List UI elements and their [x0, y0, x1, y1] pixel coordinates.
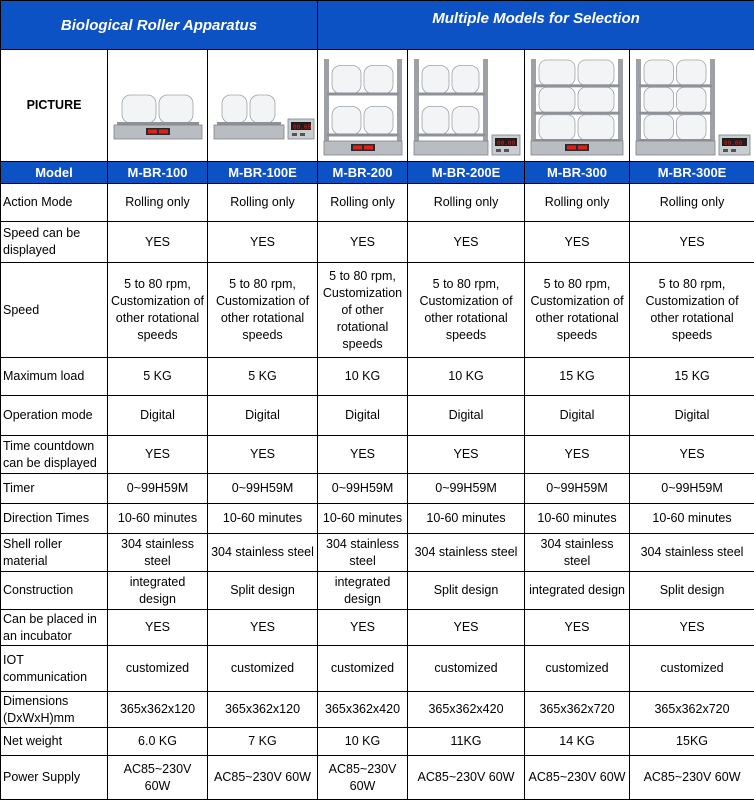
- controller-button: [292, 133, 297, 136]
- roller-shelf: [327, 133, 399, 136]
- row-label: Operation mode: [1, 396, 108, 436]
- spec-value: YES: [630, 610, 754, 646]
- roller-bottle: [644, 60, 674, 85]
- base-housing: [636, 141, 715, 155]
- row-label: Net weight: [1, 728, 108, 756]
- spec-value: YES: [408, 436, 525, 474]
- roller-bottle: [122, 95, 156, 123]
- row-label: Maximum load: [1, 358, 108, 396]
- spec-value: 5 KG: [108, 358, 208, 396]
- row-action-mode: [1, 184, 754, 222]
- roller-apparatus-image: [527, 53, 627, 159]
- spec-rows: [1, 184, 754, 800]
- roller-bottle: [422, 106, 449, 134]
- roller-bottle: [159, 95, 193, 123]
- roller-bottle: [578, 87, 614, 112]
- product-image-m-br-200: [318, 50, 408, 162]
- spec-value: AC85~230V 60W: [525, 756, 630, 800]
- spec-value: 5 to 80 rpm, Customization of other rotational speeds: [318, 263, 408, 358]
- spec-value: YES: [525, 222, 630, 263]
- spec-value: YES: [408, 610, 525, 646]
- roller-bottle: [539, 114, 575, 139]
- spec-value: 365x362x720: [630, 692, 754, 728]
- roller-apparatus-image: [632, 53, 752, 159]
- roller-bottle: [539, 87, 575, 112]
- frame-post: [324, 59, 329, 141]
- spec-value: Split design: [408, 572, 525, 610]
- row-timer: [1, 474, 754, 504]
- spec-value: 304 stainless steel: [318, 534, 408, 572]
- roller-bottle: [452, 106, 479, 134]
- spec-value: Rolling only: [208, 184, 318, 222]
- spec-value: 10 KG: [408, 358, 525, 396]
- spec-value: 0~99H59M: [630, 474, 754, 504]
- roller-bottle: [364, 65, 393, 93]
- product-image-m-br-300: [525, 50, 630, 162]
- row-label: Direction Times: [1, 504, 108, 534]
- spec-value: 10 KG: [318, 358, 408, 396]
- spec-value: 5 KG: [208, 358, 318, 396]
- spec-value: YES: [318, 610, 408, 646]
- model-name: M-BR-100: [108, 162, 208, 184]
- row-label: Can be placed in an incubator: [1, 610, 108, 646]
- spec-value: 304 stainless steel: [630, 534, 754, 572]
- row-label: Action Mode: [1, 184, 108, 222]
- spec-value: 10-60 minutes: [408, 504, 525, 534]
- roller-shelf: [534, 111, 620, 114]
- roller-bottle: [222, 95, 247, 123]
- frame-post: [710, 59, 715, 141]
- model-name: M-BR-300E: [630, 162, 754, 184]
- picture-row: [1, 50, 754, 162]
- spec-value: customized: [408, 646, 525, 692]
- spec-value: 10-60 minutes: [108, 504, 208, 534]
- spec-value: customized: [318, 646, 408, 692]
- roller-bottle: [644, 87, 674, 112]
- spec-value: 304 stainless steel: [208, 534, 318, 572]
- spec-value: 365x362x420: [408, 692, 525, 728]
- frame-post: [618, 59, 623, 141]
- roller-shelf: [534, 84, 620, 87]
- roller-shelf: [417, 92, 485, 95]
- spec-value: 10-60 minutes: [208, 504, 318, 534]
- roller-bottle: [332, 65, 361, 93]
- row-label: IOT communication: [1, 646, 108, 692]
- spec-value: Digital: [408, 396, 525, 436]
- roller-shelf: [639, 111, 712, 114]
- digital-display: [567, 145, 576, 149]
- spec-value: 5 to 80 rpm, Customization of other rotational speeds: [630, 263, 754, 358]
- row-label: Timer: [1, 474, 108, 504]
- spec-value: 10 KG: [318, 728, 408, 756]
- spec-value: 0~99H59M: [408, 474, 525, 504]
- spec-value: Rolling only: [408, 184, 525, 222]
- spec-value: 10-60 minutes: [630, 504, 754, 534]
- display-reading: 00.00: [497, 140, 515, 147]
- model-label: Model: [1, 162, 108, 184]
- digital-display: [148, 129, 157, 133]
- roller-bottle: [677, 114, 707, 139]
- row-incubator: [1, 610, 754, 646]
- spec-value: 15 KG: [525, 358, 630, 396]
- base-housing: [214, 125, 284, 139]
- roller-bottle: [332, 106, 361, 134]
- roller-bottle: [422, 65, 449, 93]
- spec-value: AC85~230V 60W: [408, 756, 525, 800]
- controller-button: [496, 149, 501, 152]
- controller-button: [723, 149, 728, 152]
- roller-bottle: [677, 60, 707, 85]
- spec-value: YES: [318, 436, 408, 474]
- spec-value: Digital: [108, 396, 208, 436]
- model-row: [1, 162, 754, 184]
- spec-value: AC85~230V 60W: [630, 756, 754, 800]
- spec-value: customized: [630, 646, 754, 692]
- spec-value: Digital: [525, 396, 630, 436]
- spec-value: 6.0 KG: [108, 728, 208, 756]
- roller-bottle: [578, 60, 614, 85]
- row-construction: [1, 572, 754, 610]
- roller-bottle: [578, 114, 614, 139]
- roller-apparatus-image: [410, 53, 522, 159]
- row-net-weight: [1, 728, 754, 756]
- spec-value: YES: [525, 436, 630, 474]
- spec-value: 365x362x720: [525, 692, 630, 728]
- spec-value: 7 KG: [208, 728, 318, 756]
- roller-bottle: [364, 106, 393, 134]
- digital-display: [578, 145, 587, 149]
- spec-value: 5 to 80 rpm, Customization of other rotational speeds: [408, 263, 525, 358]
- row-maximum-load: [1, 358, 754, 396]
- controller-button: [504, 149, 509, 152]
- roller-bottle: [677, 87, 707, 112]
- frame-post: [531, 59, 536, 141]
- row-label: Time countdown can be displayed: [1, 436, 108, 474]
- row-direction-times: [1, 504, 754, 534]
- controller-button: [731, 149, 736, 152]
- spec-value: 0~99H59M: [208, 474, 318, 504]
- display-reading: 00.00: [293, 124, 311, 131]
- row-shell-roller-material: [1, 534, 754, 572]
- spec-value: Split design: [208, 572, 318, 610]
- right-title: Multiple Models for Selection: [318, 1, 754, 50]
- spec-value: Digital: [318, 396, 408, 436]
- roller-shelf: [417, 133, 485, 136]
- spec-value: AC85~230V 60W: [108, 756, 208, 800]
- spec-value: YES: [318, 222, 408, 263]
- spec-value: AC85~230V 60W: [208, 756, 318, 800]
- spec-value: 304 stainless steel: [408, 534, 525, 572]
- spec-value: 11KG: [408, 728, 525, 756]
- roller-shelf: [117, 122, 199, 125]
- spec-value: Rolling only: [318, 184, 408, 222]
- product-image-m-br-100: [108, 50, 208, 162]
- spec-value: YES: [630, 436, 754, 474]
- spec-value: Rolling only: [630, 184, 754, 222]
- left-title: Biological Roller Apparatus: [1, 1, 318, 50]
- digital-display: [353, 145, 362, 149]
- spec-value: YES: [408, 222, 525, 263]
- controller-button: [300, 133, 305, 136]
- spec-value: Digital: [208, 396, 318, 436]
- spec-value: Rolling only: [108, 184, 208, 222]
- spec-value: 5 to 80 rpm, Customization of other rotational speeds: [108, 263, 208, 358]
- frame-post: [414, 59, 419, 141]
- product-image-m-br-200e: [408, 50, 525, 162]
- row-dimensions: [1, 692, 754, 728]
- spec-value: 15 KG: [630, 358, 754, 396]
- spec-value: AC85~230V 60W: [318, 756, 408, 800]
- row-label: Dimensions (DxWxH)mm: [1, 692, 108, 728]
- spec-value: YES: [630, 222, 754, 263]
- roller-shelf: [217, 122, 281, 125]
- spec-value: YES: [208, 610, 318, 646]
- spec-value: Rolling only: [525, 184, 630, 222]
- row-speed-displayed: [1, 222, 754, 263]
- base-housing: [414, 141, 488, 155]
- spec-value: integrated design: [108, 572, 208, 610]
- display-reading: 00.00: [724, 140, 742, 147]
- row-operation-mode: [1, 396, 754, 436]
- spec-value: 10-60 minutes: [525, 504, 630, 534]
- frame-post: [483, 59, 488, 141]
- spec-value: 304 stainless steel: [108, 534, 208, 572]
- roller-bottle: [644, 114, 674, 139]
- spec-value: 0~99H59M: [108, 474, 208, 504]
- spec-value: 365x362x120: [208, 692, 318, 728]
- row-iot-communication: [1, 646, 754, 692]
- roller-apparatus-image: [210, 53, 316, 159]
- spec-value: customized: [525, 646, 630, 692]
- row-power-supply: [1, 756, 754, 800]
- roller-apparatus-image: [110, 53, 206, 159]
- spec-value: 14 KG: [525, 728, 630, 756]
- frame-post: [397, 59, 402, 141]
- roller-bottle: [452, 65, 479, 93]
- row-label: Shell roller material: [1, 534, 108, 572]
- spec-value: YES: [108, 610, 208, 646]
- spec-value: Split design: [630, 572, 754, 610]
- spec-value: 365x362x120: [108, 692, 208, 728]
- spec-value: 365x362x420: [318, 692, 408, 728]
- row-label: Construction: [1, 572, 108, 610]
- spec-value: 5 to 80 rpm, Customization of other rotational speeds: [525, 263, 630, 358]
- spec-value: integrated design: [318, 572, 408, 610]
- spec-value: YES: [208, 436, 318, 474]
- roller-shelf: [327, 92, 399, 95]
- roller-apparatus-image: [320, 53, 406, 159]
- spec-value: YES: [108, 222, 208, 263]
- spec-value: 0~99H59M: [318, 474, 408, 504]
- model-name: M-BR-200E: [408, 162, 525, 184]
- row-label: Speed can be displayed: [1, 222, 108, 263]
- model-name: M-BR-300: [525, 162, 630, 184]
- model-name: M-BR-100E: [208, 162, 318, 184]
- spec-value: customized: [208, 646, 318, 692]
- spec-value: 10-60 minutes: [318, 504, 408, 534]
- spec-value: integrated design: [525, 572, 630, 610]
- product-image-m-br-100e: [208, 50, 318, 162]
- frame-post: [636, 59, 641, 141]
- spec-value: 304 stainless steel: [525, 534, 630, 572]
- row-speed: [1, 263, 754, 358]
- spec-value: Digital: [630, 396, 754, 436]
- roller-shelf: [639, 84, 712, 87]
- model-name: M-BR-200: [318, 162, 408, 184]
- digital-display: [364, 145, 373, 149]
- spec-value: 0~99H59M: [525, 474, 630, 504]
- roller-bottle: [539, 60, 575, 85]
- spec-value: 15KG: [630, 728, 754, 756]
- spec-value: 5 to 80 rpm, Customization of other rotational speeds: [208, 263, 318, 358]
- roller-bottle: [250, 95, 275, 123]
- row-label: Speed: [1, 263, 108, 358]
- spec-value: YES: [208, 222, 318, 263]
- picture-label: PICTURE: [1, 50, 108, 162]
- digital-display: [159, 129, 168, 133]
- spec-value: YES: [108, 436, 208, 474]
- title-row: [1, 1, 754, 50]
- spec-value: YES: [525, 610, 630, 646]
- product-image-m-br-300e: [630, 50, 754, 162]
- spec-value: customized: [108, 646, 208, 692]
- row-label: Power Supply: [1, 756, 108, 800]
- row-time-countdown: [1, 436, 754, 474]
